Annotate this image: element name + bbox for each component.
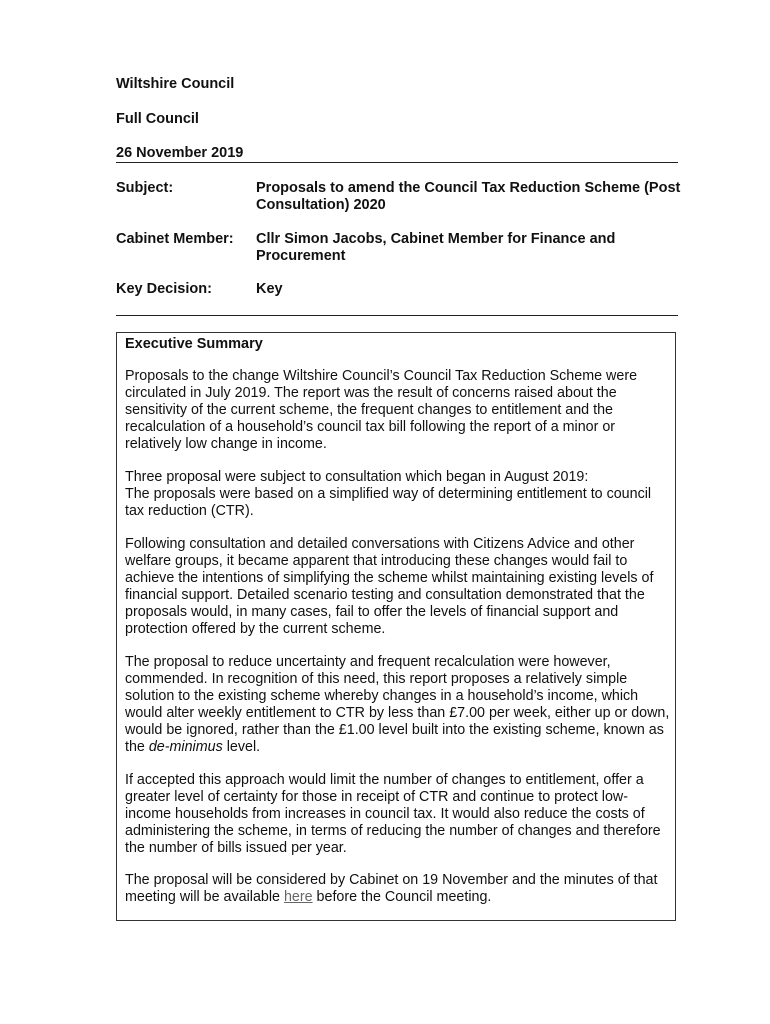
summary-paragraph-4-end: level. [222,739,261,755]
de-minimus-term: de-minimus [148,739,223,755]
cabinet-member-label: Cabinet Member: [116,231,234,247]
minutes-link[interactable]: here [283,889,313,905]
summary-paragraph-4 [125,654,673,756]
summary-paragraph-2 [125,469,673,520]
meeting-date: 26 November 2019 [116,145,244,161]
key-decision-label: Key Decision: [116,281,212,297]
summary-paragraph-2-line-2: The proposals were based on a simplified way of determining entitlement to council tax reduction (CTR). [125,486,652,519]
key-decision-value: Key [256,281,283,297]
summary-paragraph-2-line-1: Three proposal were subject to consultation which began in August 2019: [125,469,589,485]
summary-paragraph-1: Proposals to the change Wiltshire Council’s Council Tax Reduction Scheme were circulated in July 2019. The report was the result of concerns raised about the sensitivity of the current scheme, the frequent changes to entitlement and the recalculation of a household’s council tax bill following the report of a minor or relatively low change in income. [125,368,638,452]
summary-paragraph-6 [125,872,673,906]
meta-divider [116,315,678,316]
cabinet-member-value: Cllr Simon Jacobs, Cabinet Member for Finance and Procurement [256,231,616,264]
executive-summary-title: Executive Summary [125,336,263,352]
organisation-name: Wiltshire Council [116,76,235,92]
executive-summary-box [116,332,676,921]
summary-paragraph-6-text: The proposal will be considered by Cabinet on 19 November and the minutes of that meeting will be available [125,872,658,905]
header-divider [116,162,678,163]
summary-paragraph-3: Following consultation and detailed conversations with Citizens Advice and other welfare groups, it became apparent that introducing these changes would fail to achieve the intentions of simplifying the scheme whilst maintaining existing levels of financial support. Detailed scenario testing and consultation demonstrated that the proposals would, in many cases, fail to offer the levels of financial support and protection offered by the current scheme. [125,536,654,637]
summary-paragraph-6-end: before the Council meeting. [312,889,492,905]
meeting-name: Full Council [116,111,199,127]
summary-paragraph-4-text: The proposal to reduce uncertainty and frequent recalculation were however, commended. In recognition of this need, this report proposes a relatively simple solution to the existing scheme whereby changes in a household’s income, which would alter weekly entitlement to CTR by less than £7.00 per week, either up or down, would be ignored, rather than the £1.00 level built into the existing scheme, known as the [125,654,670,755]
subject-value: Proposals to amend the Council Tax Reduction Scheme (Post Consultation) 2020 [256,180,681,213]
subject-label: Subject: [116,180,174,196]
summary-paragraph-5: If accepted this approach would limit the number of changes to entitlement, offer a greater level of certainty for those in receipt of CTR and continue to protect low-income households from increases in council tax. It would also reduce the costs of administering the scheme, in terms of reducing the number of changes and therefore the number of bills issued per year. [125,772,661,856]
